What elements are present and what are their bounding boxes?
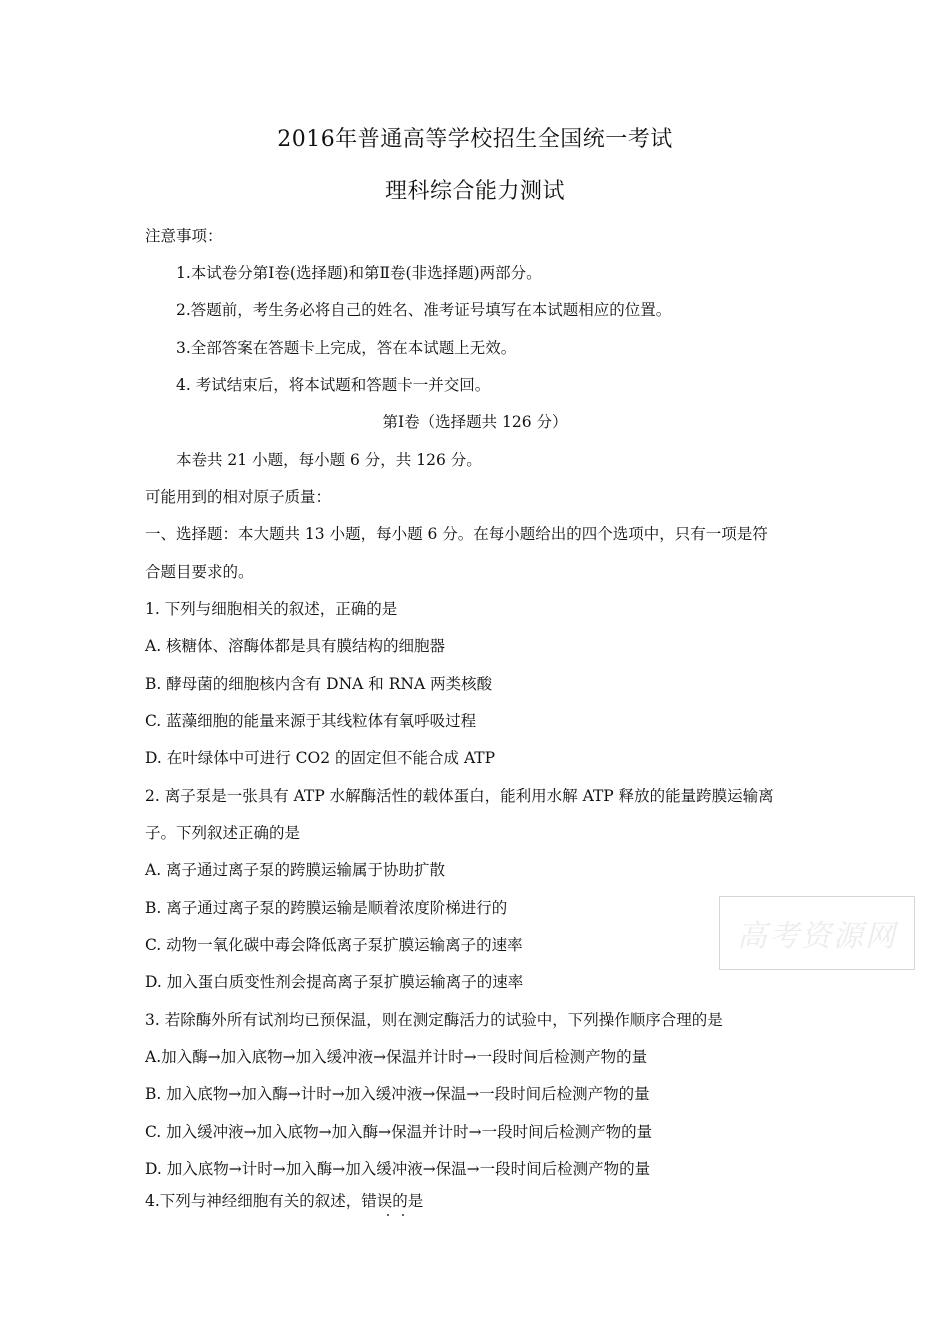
question-stem-cont: 子。下列叙述正确的是 <box>145 824 301 842</box>
watermark-text: 高考资源网 <box>737 919 897 954</box>
section-heading: 第Ⅰ卷（选择题共 126 分） <box>382 413 568 431</box>
question-option: D. 加入底物→计时→加入酶→加入缓冲液→保温→一段时间后检测产物的量 <box>145 1160 651 1178</box>
question-option: B. 酵母菌的细胞核内含有 DNA 和 RNA 两类核酸 <box>145 675 493 693</box>
question-option: B. 加入底物→加入酶→计时→加入缓冲液→保温→一段时间后检测产物的量 <box>145 1085 650 1103</box>
question-option: A.加入酶→加入底物→加入缓冲液→保温并计时→一段时间后检测产物的量 <box>145 1048 648 1066</box>
question-stem: 2. 离子泵是一张具有 ATP 水解酶活性的载体蛋白，能利用水解 ATP 释放的能量跨膜运输离 <box>145 787 774 805</box>
question-option: D. 在叶绿体中可进行 CO2 的固定但不能合成 ATP <box>145 749 496 767</box>
question-option: A. 核糖体、溶酶体都是具有膜结构的细胞器 <box>145 637 446 655</box>
exam-subtitle: 理科综合能力测试 <box>384 179 565 204</box>
notice-item: 2.答题前，考生务必将自己的姓名、准考证号填写在本试题相应的位置。 <box>176 301 672 319</box>
question-option: C. 蓝藻细胞的能量来源于其线粒体有氧呼吸过程 <box>145 712 477 730</box>
question-option: D. 加入蛋白质变性剂会提高离子泵扩膜运输离子的速率 <box>145 973 524 991</box>
part-heading-cont: 合题目要求的。 <box>145 563 254 581</box>
question-option: B. 离子通过离子泵的跨膜运输是顺着浓度阶梯进行的 <box>145 899 508 917</box>
notice-heading: 注意事项： <box>145 227 223 245</box>
notice-item: 1.本试卷分第Ⅰ卷(选择题)和第Ⅱ卷(非选择题)两部分。 <box>176 264 542 282</box>
emphasis-dot <box>402 1214 404 1216</box>
notice-item: 4. 考试结束后，将本试题和答题卡一并交回。 <box>176 376 491 394</box>
atomic-mass-label: 可能用到的相对原子质量： <box>145 488 332 506</box>
exam-title: 2016年普通高等学校招生全国统一考试 <box>277 127 673 152</box>
question-option: C. 加入缓冲液→加入底物→加入酶→保温并计时→一段时间后检测产物的量 <box>145 1123 653 1141</box>
question-stem: 3. 若除酶外所有试剂均已预保温，则在测定酶活力的试验中，下列操作顺序合理的是 <box>145 1011 723 1029</box>
emphasis-dot <box>387 1214 389 1216</box>
section-intro: 本卷共 21 小题，每小题 6 分，共 126 分。 <box>176 451 482 469</box>
watermark-logo <box>719 896 915 970</box>
part-heading: 一、选择题：本大题共 13 小题，每小题 6 分。在每小题给出的四个选项中，只有一项是符 <box>145 525 768 543</box>
question-option: A. 离子通过离子泵的跨膜运输属于协助扩散 <box>145 861 446 879</box>
question-stem: 1. 下列与细胞相关的叙述，正确的是 <box>145 600 398 618</box>
question-stem: 4.下列与神经细胞有关的叙述，错误的是 <box>145 1192 424 1210</box>
question-option: C. 动物一氧化碳中毒会降低离子泵扩膜运输离子的速率 <box>145 936 523 954</box>
notice-item: 3.全部答案在答题卡上完成，答在本试题上无效。 <box>176 339 517 357</box>
